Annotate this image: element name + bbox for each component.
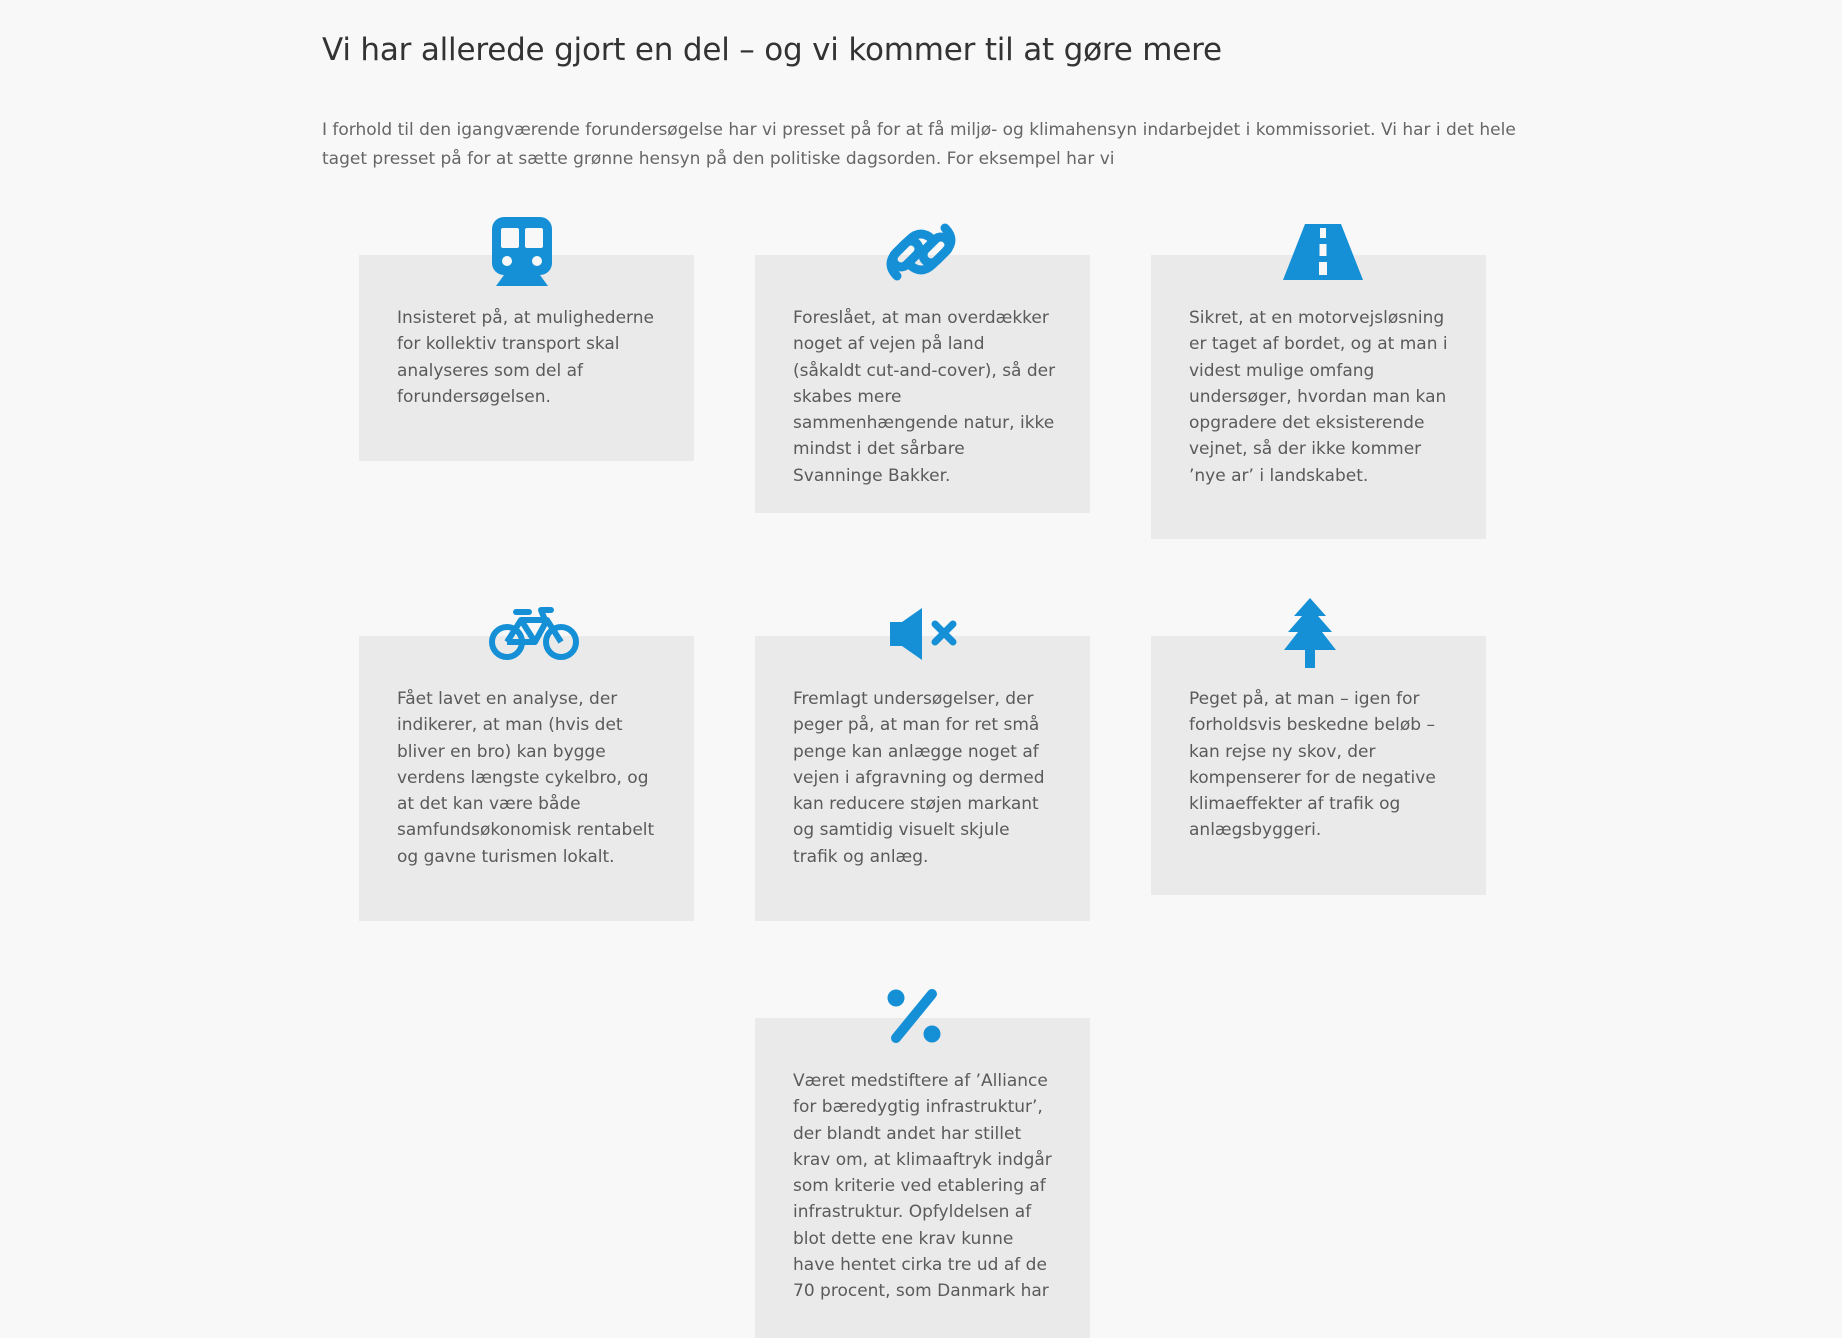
- card-text: Været medstiftere af ’Alliance for bæredygtig infrastruktur’, der blandt andet har stillet krav om, at klimaaftryk indgår som kriterie ved etablering af infrastruktur. Opfyldelsen af blot dette ene krav kunne have hentet cirka tre ud af de 70 procent, som Danmark har: [793, 1071, 1052, 1302]
- card-text: Sikret, at en motorvejsløsning er taget af bordet, og at man i videst mulige omfang undersøger, hvordan man kan opgradere det eksisterende vejnet, så der ikke kommer ’nye ar’ i landskabet.: [1189, 308, 1448, 486]
- card-cycle-bridge: [359, 636, 694, 921]
- percent-icon: [874, 979, 954, 1053]
- intro-paragraph: I forhold til den igangværende forundersøgelse har vi presset på for at få miljø- og klimahensyn indarbejdet i kommissoriet. Vi har i det hele taget presset på for at sætte grønne hensyn på den politiske dagsorden. For eksempel har vi: [322, 120, 1516, 169]
- road-icon: [1283, 215, 1363, 289]
- page-title: Vi har allerede gjort en del – og vi kommer til at gøre mere: [322, 32, 1222, 68]
- volume-mute-icon: [884, 597, 964, 671]
- card-text: Peget på, at man – igen for forholdsvis beskedne beløb – kan rejse ny skov, der kompenserer for de negative klimaeffekter af trafik og anlægsbyggeri.: [1189, 689, 1436, 841]
- bicycle-icon: [494, 597, 574, 671]
- tree-icon: [1270, 597, 1350, 671]
- card-motorway: [1151, 255, 1486, 539]
- card-new-forest: [1151, 636, 1486, 895]
- card-cut-and-cover: [755, 255, 1090, 513]
- card-alliance: [755, 1018, 1090, 1338]
- card-text: Fremlagt undersøgelser, der peger på, at man for ret små penge kan anlægge noget af vejen i afgravning og dermed kan reducere støjen markant og samtidig visuelt skjule trafik og anlæg.: [793, 689, 1045, 867]
- card-text: Insisteret på, at mulighederne for kollektiv transport skal analyseres som del af forundersøgelsen.: [397, 308, 654, 407]
- card-text: Fået lavet en analyse, der indikerer, at man (hvis det bliver en bro) kan bygge verdens længste cykelbro, og at det kan være både samfundsøkonomisk rentabelt og gavne turismen lokalt.: [397, 689, 655, 867]
- link-icon: [881, 215, 961, 289]
- card-text: Foreslået, at man overdækker noget af vejen på land (såkaldt cut-and-cover), så der skabes mere sammenhængende natur, ikke mindst i det sårbare Svanninge Bakker.: [793, 308, 1056, 486]
- card-noise-reduction: [755, 636, 1090, 921]
- train-icon: [482, 215, 562, 289]
